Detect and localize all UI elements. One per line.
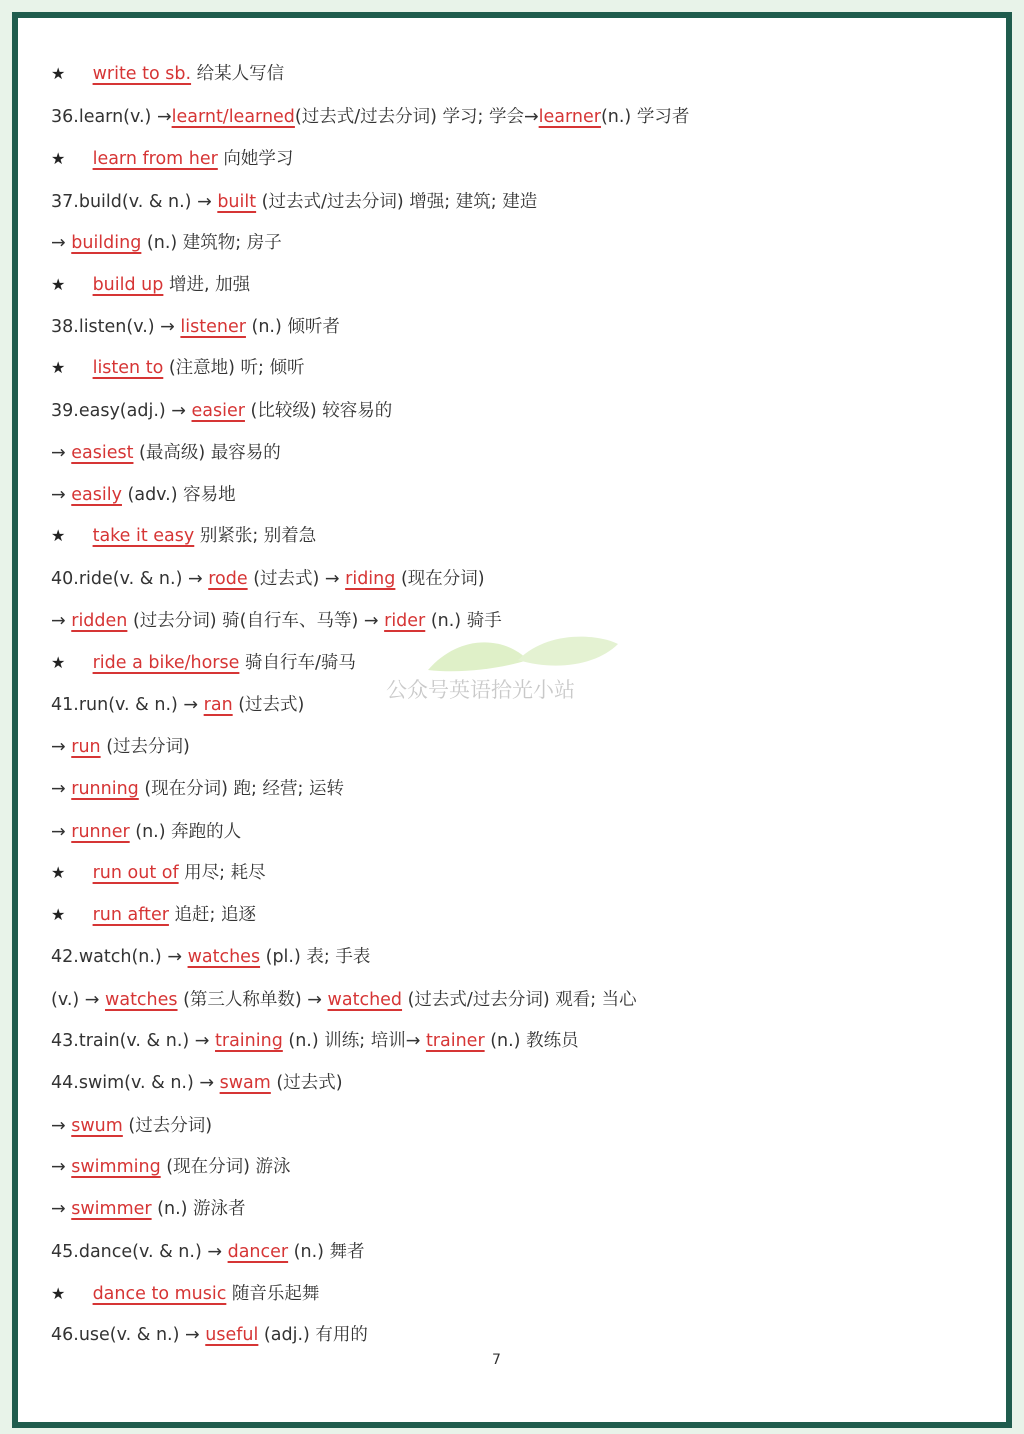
vocab-line <box>51 984 637 1016</box>
entry-head: (v.) → <box>51 990 100 1010</box>
entry-head: → <box>51 233 66 253</box>
entry-text: (n.) 教练员 <box>484 1031 579 1051</box>
vocab-line <box>51 186 537 218</box>
entry-head: → <box>51 1157 66 1177</box>
vocab-line <box>51 899 256 931</box>
answer-word: easiest <box>71 443 134 463</box>
vocab-line <box>51 1236 365 1268</box>
answer-word: ran <box>203 695 233 715</box>
entry-text: (过去式) → <box>247 569 346 589</box>
entry-head: 38.listen(v.) → <box>51 317 181 337</box>
answer-word: listen to <box>92 358 164 378</box>
answer-word: run after <box>92 905 169 925</box>
vocab-line <box>51 1110 212 1142</box>
entry-text: 随音乐起舞 <box>226 1284 320 1304</box>
answer-word: useful <box>205 1325 259 1345</box>
entry-head: 41.run(v. & n.) → <box>51 695 199 715</box>
page-number: 7 <box>492 1352 501 1368</box>
answer-word: dance to music <box>92 1284 227 1304</box>
entry-text: (pl.) 表; 手表 <box>260 947 371 967</box>
answer-word: swum <box>71 1116 123 1136</box>
entry-text: (n.) 学习者 <box>600 107 690 127</box>
entry-head: 44.swim(v. & n.) → <box>51 1073 215 1093</box>
answer-word: watches <box>105 990 178 1010</box>
vocab-line <box>51 563 485 595</box>
entry-text: (n.) 骑手 <box>425 611 502 631</box>
answer-word: easier <box>191 401 245 421</box>
entry-head: → <box>51 611 66 631</box>
entry-text: (过去分词) <box>100 737 190 757</box>
entry-head: 46.use(v. & n.) → <box>51 1325 200 1345</box>
answer-word: swam <box>219 1073 271 1093</box>
answer-word: write to sb. <box>92 64 192 84</box>
entry-head: → <box>51 822 66 842</box>
entry-text: (现在分词) 跑; 经营; 运转 <box>138 779 344 799</box>
watermark-text: 公众号英语拾光小站 <box>386 678 575 702</box>
entry-text: (过去式) <box>232 695 305 715</box>
entry-text: (比较级) 较容易的 <box>244 401 393 421</box>
vocab-line <box>51 1278 319 1310</box>
answer-word: built <box>217 192 257 212</box>
star-icon: ★ <box>51 905 66 924</box>
vocab-line <box>51 58 284 90</box>
entry-text: (最高级) 最容易的 <box>133 443 281 463</box>
answer-word: swimmer <box>71 1199 152 1219</box>
vocab-line <box>51 647 356 679</box>
vocab-line <box>51 479 236 511</box>
answer-word: run out of <box>92 863 179 883</box>
star-icon: ★ <box>51 149 66 168</box>
answer-word: trainer <box>425 1031 485 1051</box>
leaf-logo-icon <box>408 630 628 678</box>
entry-head: 36.learn(v.) → <box>51 107 172 127</box>
page-content <box>18 18 1006 1422</box>
answer-word: building <box>71 233 142 253</box>
entry-head: 40.ride(v. & n.) → <box>51 569 203 589</box>
star-icon: ★ <box>51 64 66 83</box>
entry-head: → <box>51 1116 66 1136</box>
entry-head: 45.dance(v. & n.) → <box>51 1242 223 1262</box>
entry-text: (过去分词) 骑(自行车、马等) → <box>127 611 385 631</box>
entry-text: (现在分词) 游泳 <box>160 1157 291 1177</box>
answer-word: learnt/learned <box>171 107 295 127</box>
answer-word: riding <box>345 569 396 589</box>
entry-text: 用尽; 耗尽 <box>178 863 266 883</box>
watermark <box>378 630 638 710</box>
answer-word: rider <box>384 611 426 631</box>
entry-head: 39.easy(adj.) → <box>51 401 186 421</box>
star-icon: ★ <box>51 358 66 377</box>
entry-text: (adj.) 有用的 <box>258 1325 368 1345</box>
entry-text: 别紧张; 别着急 <box>194 526 317 546</box>
answer-word: build up <box>92 275 164 295</box>
vocab-line <box>51 773 344 805</box>
vocab-line <box>51 269 250 301</box>
vocab-line <box>51 1067 343 1099</box>
answer-word: learn from her <box>92 149 218 169</box>
answer-word: rode <box>208 569 248 589</box>
entry-text: (过去式/过去分词) 观看; 当心 <box>402 990 637 1010</box>
entry-text: 给某人写信 <box>191 64 285 84</box>
star-icon: ★ <box>51 526 66 545</box>
entry-head: → <box>51 485 66 505</box>
vocab-line <box>51 1193 246 1225</box>
vocab-line <box>51 143 293 175</box>
vocab-line <box>51 311 340 343</box>
answer-word: learner <box>538 107 601 127</box>
entry-text: (注意地) 听; 倾听 <box>163 358 305 378</box>
entry-text: (n.) 舞者 <box>288 1242 365 1262</box>
entry-text: (n.) 倾听者 <box>245 317 340 337</box>
entry-head: → <box>51 779 66 799</box>
vocab-line <box>51 689 304 721</box>
page-frame <box>12 12 1012 1428</box>
entry-text: (现在分词) <box>395 569 485 589</box>
vocab-line <box>51 1151 290 1183</box>
answer-word: training <box>215 1031 283 1051</box>
vocab-line <box>51 227 282 259</box>
star-icon: ★ <box>51 653 66 672</box>
answer-word: running <box>71 779 139 799</box>
vocab-line <box>51 857 266 889</box>
vocab-line <box>51 731 190 763</box>
answer-word: run <box>71 737 101 757</box>
answer-word: watches <box>187 947 261 967</box>
entry-text: (n.) 训练; 培训→ <box>282 1031 426 1051</box>
entry-head: → <box>51 737 66 757</box>
entry-text: 增进, 加强 <box>163 275 251 295</box>
answer-word: runner <box>71 822 130 842</box>
entry-text: (过去式/过去分词) 学习; 学会→ <box>294 107 539 127</box>
vocab-line <box>51 437 281 469</box>
vocab-line <box>51 395 392 427</box>
entry-text: (过去式) <box>270 1073 343 1093</box>
vocab-line <box>51 352 305 384</box>
entry-text: (n.) 奔跑的人 <box>129 822 242 842</box>
entry-text: (第三人称单数) → <box>177 990 328 1010</box>
entry-head: 42.watch(n.) → <box>51 947 182 967</box>
star-icon: ★ <box>51 1284 66 1303</box>
answer-word: easily <box>71 485 122 505</box>
entry-text: (n.) 游泳者 <box>151 1199 246 1219</box>
vocab-line <box>51 1025 579 1057</box>
entry-text: (adv.) 容易地 <box>121 485 236 505</box>
answer-word: swimming <box>71 1157 161 1177</box>
star-icon: ★ <box>51 863 66 882</box>
entry-text: 向她学习 <box>217 149 294 169</box>
vocab-line <box>51 816 241 848</box>
answer-word: ride a bike/horse <box>92 653 240 673</box>
entry-text: 追赶; 追逐 <box>168 905 256 925</box>
entry-head: 37.build(v. & n.) → <box>51 192 212 212</box>
entry-text: 骑自行车/骑马 <box>239 653 356 673</box>
answer-word: ridden <box>71 611 128 631</box>
entry-head: → <box>51 1199 66 1219</box>
answer-word: dancer <box>227 1242 289 1262</box>
entry-text: (n.) 建筑物; 房子 <box>141 233 282 253</box>
vocab-line <box>51 941 370 973</box>
entry-head: → <box>51 443 66 463</box>
entry-text: (过去分词) <box>122 1116 213 1136</box>
entry-text: (过去式/过去分词) 增强; 建筑; 建造 <box>256 192 538 212</box>
answer-word: watched <box>327 990 403 1010</box>
entry-head: 43.train(v. & n.) → <box>51 1031 210 1051</box>
answer-word: take it easy <box>92 526 195 546</box>
vocab-line <box>51 1319 368 1351</box>
star-icon: ★ <box>51 275 66 294</box>
vocab-line <box>51 520 316 552</box>
answer-word: listener <box>180 317 246 337</box>
vocab-line <box>51 101 689 133</box>
